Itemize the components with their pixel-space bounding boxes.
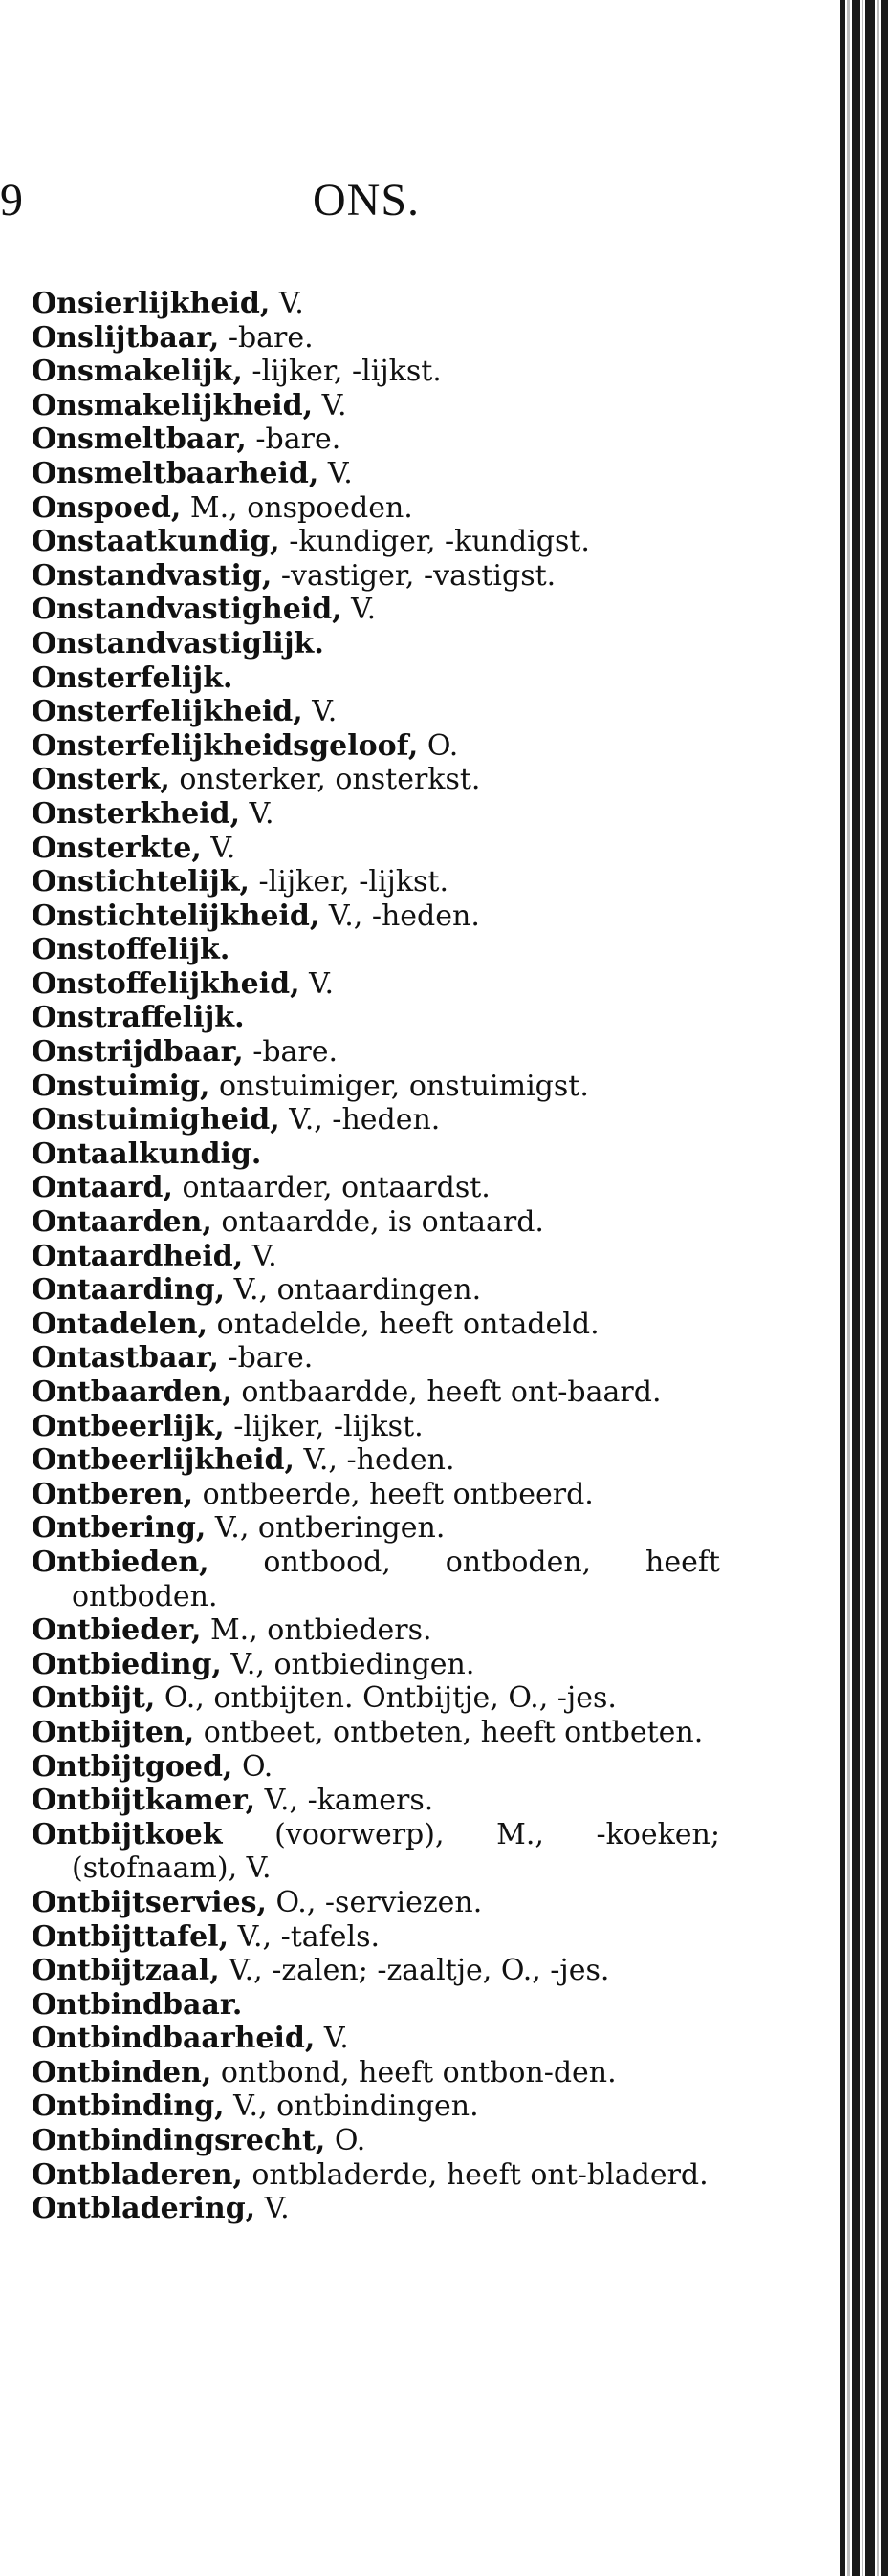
- entry-definition: (voorwerp), M., -koeken; (stofnaam), V.: [72, 1817, 720, 1886]
- entry-definition: -vastiger, -vastigst.: [280, 558, 557, 593]
- dictionary-entry: [32, 1375, 720, 1410]
- entry-headword: Ontbijttafel,: [32, 1919, 229, 1954]
- entry-definition: V., -zalen; -zaaltje, O., -jes.: [229, 1954, 610, 1988]
- dictionary-entry: [32, 1308, 720, 1342]
- dictionary-entry: [32, 1613, 720, 1648]
- entry-headword: Onsterkte,: [32, 831, 202, 865]
- entry-headword: Ontbindbaarheid,: [32, 2022, 316, 2056]
- dictionary-entry: [32, 287, 720, 321]
- entry-headword: Ontbijtgoed,: [32, 1749, 233, 1784]
- entry-headword: Onslijtbaar,: [32, 320, 220, 355]
- entry-headword: Ontbindbaar.: [32, 1987, 243, 2022]
- entry-headword: Onstandvastig,: [32, 558, 273, 593]
- entry-headword: Ontaalkundig.: [32, 1136, 262, 1171]
- entry-definition: V.: [251, 1239, 277, 1273]
- entry-headword: Onsterfelijkheid,: [32, 695, 303, 729]
- dictionary-entry: [32, 832, 720, 866]
- entry-headword: Ontbindingsrecht,: [32, 2124, 326, 2158]
- dictionary-entry: [32, 1205, 720, 1240]
- dictionary-entry: [32, 321, 720, 356]
- entry-definition: V., -tafels.: [237, 1919, 381, 1954]
- entry-definition: -bare.: [252, 1035, 339, 1070]
- dictionary-entry: [32, 1886, 720, 1920]
- dictionary-entry: [32, 661, 720, 696]
- running-head: ONS.: [313, 175, 421, 226]
- entry-definition: M., ontbieders.: [209, 1613, 432, 1648]
- entry-headword: Ontbeerlijkheid,: [32, 1443, 295, 1478]
- entry-definition: V.: [249, 796, 274, 831]
- dictionary-entry: [32, 2022, 720, 2056]
- entry-definition: V.: [264, 2192, 290, 2226]
- entry-definition: V.: [278, 287, 304, 320]
- entry-headword: Ontbieder,: [32, 1613, 202, 1648]
- entry-definition: -lijker, -lijkst.: [251, 355, 442, 389]
- dictionary-entry: [32, 1478, 720, 1512]
- binding-edge-light: [877, 0, 879, 2576]
- entry-headword: Onsmeltbaarheid,: [32, 456, 319, 490]
- entry-headword: Ontbinden,: [32, 2055, 212, 2089]
- entry-definition: O., -serviezen.: [275, 1885, 483, 1919]
- entry-headword: Ontbeerlijk,: [32, 1409, 225, 1443]
- dictionary-entry: [32, 729, 720, 764]
- entry-headword: Onstrijdbaar,: [32, 1035, 244, 1070]
- entry-definition: V.: [321, 388, 347, 422]
- dictionary-entry: [32, 763, 720, 797]
- entry-headword: Onstichtelijk,: [32, 865, 250, 899]
- dictionary-entry: [32, 933, 720, 967]
- entry-definition: O.: [241, 1749, 273, 1784]
- dictionary-entry: [32, 695, 720, 729]
- dictionary-entry: [32, 1070, 720, 1104]
- dictionary-entry: [32, 1920, 720, 1955]
- entry-headword: Onsmeltbaar,: [32, 422, 247, 457]
- binding-edge-dark: [852, 0, 860, 2576]
- entry-headword: Onspoed,: [32, 490, 182, 525]
- entry-headword: Ontbijtzaal,: [32, 1954, 220, 1988]
- entry-definition: M., onspoeden.: [189, 490, 413, 525]
- entry-definition: V.: [309, 966, 335, 1001]
- entry-definition: V., ontbindingen.: [233, 2089, 479, 2124]
- entry-definition: V.: [323, 2022, 349, 2056]
- dictionary-entry: [32, 1273, 720, 1308]
- dictionary-entry: [32, 1648, 720, 1682]
- dictionary-entry: [32, 627, 720, 661]
- dictionary-entry: [32, 1784, 720, 1818]
- dictionary-entry: [32, 1137, 720, 1172]
- entry-definition: V.: [351, 593, 377, 627]
- entry-headword: Ontbijt,: [32, 1681, 156, 1716]
- entry-headword: Ontaarding,: [32, 1273, 226, 1308]
- entry-definition: ontaardde, is ontaard.: [221, 1205, 544, 1240]
- entry-headword: Ontastbaar,: [32, 1341, 219, 1375]
- entry-headword: Ontbladeren,: [32, 2157, 243, 2192]
- dictionary-entry: [32, 593, 720, 627]
- entry-headword: Onsmakelijk,: [32, 355, 243, 389]
- entry-headword: Onstraffelijk.: [32, 1001, 245, 1035]
- entry-definition: V.: [327, 456, 353, 490]
- dictionary-entry: [32, 491, 720, 526]
- entry-headword: Onsierlijkheid,: [32, 287, 271, 320]
- dictionary-entry: [32, 967, 720, 1002]
- entry-headword: Ontbijtkamer,: [32, 1784, 256, 1818]
- entry-headword: Onstichtelijkheid,: [32, 898, 320, 933]
- entry-headword: Onsmakelijkheid,: [32, 388, 314, 422]
- entry-definition: onsterker, onsterkst.: [179, 763, 481, 797]
- entry-headword: Ontberen,: [32, 1477, 194, 1511]
- dictionary-entry: [32, 1511, 720, 1546]
- entry-definition: -bare.: [255, 422, 341, 457]
- dictionary-entry: [32, 2124, 720, 2158]
- dictionary-entry: [32, 1716, 720, 1750]
- entry-headword: Onsterk,: [32, 763, 170, 797]
- entry-definition: ontadelde, heeft ontadeld.: [216, 1307, 600, 1341]
- entry-definition: V., -kamers.: [264, 1784, 434, 1818]
- entry-definition: -bare.: [228, 1341, 314, 1375]
- entry-definition: V.: [210, 831, 236, 865]
- entry-definition: V., -heden.: [328, 898, 480, 933]
- entry-headword: Ontbijten,: [32, 1715, 195, 1749]
- entry-headword: Ontaardheid,: [32, 1239, 244, 1273]
- dictionary-entry: [32, 1443, 720, 1478]
- entry-definition: -lijker, -lijkst.: [258, 865, 449, 899]
- page-number: 9: [0, 175, 23, 226]
- entry-headword: Onstandvastiglijk.: [32, 626, 324, 660]
- binding-edge-dark: [840, 0, 845, 2576]
- entry-headword: Onstoffelijkheid,: [32, 966, 300, 1001]
- binding-edge-dark: [865, 0, 875, 2576]
- entry-headword: Ontbijtservies,: [32, 1885, 267, 1919]
- entry-definition: ontaarder, ontaardst.: [182, 1171, 491, 1205]
- dictionary-entry: [32, 2192, 720, 2226]
- entry-headword: Ontbijtkoek: [32, 1817, 223, 1851]
- dictionary-entry: [32, 1546, 720, 1613]
- entry-headword: Onstuimig,: [32, 1069, 210, 1103]
- binding-edge-light: [862, 0, 863, 2576]
- entry-headword: Ontadelen,: [32, 1307, 208, 1341]
- dictionary-entry: [32, 422, 720, 457]
- dictionary-entry: [32, 1681, 720, 1716]
- dictionary-entry: [32, 1818, 720, 1886]
- entry-definition: ontbond, heeft ontbon-den.: [220, 2055, 617, 2089]
- dictionary-entry: [32, 1103, 720, 1137]
- entry-definition: -kundiger, -kundigst.: [289, 525, 590, 559]
- dictionary-entry: [32, 1341, 720, 1375]
- entry-headword: Ontbering,: [32, 1511, 207, 1546]
- entry-definition: V., ontberingen.: [214, 1511, 446, 1546]
- entry-definition: ontbood, ontboden, heeft ontboden.: [72, 1545, 720, 1613]
- dictionary-entry: [32, 1988, 720, 2023]
- entry-headword: Ontbinding,: [32, 2089, 225, 2124]
- entry-headword: Onstuimigheid,: [32, 1103, 280, 1137]
- entry-definition: V.: [312, 695, 338, 729]
- entry-headword: Ontbieden,: [32, 1545, 209, 1579]
- dictionary-entry: [32, 559, 720, 594]
- entry-definition: O.: [426, 728, 459, 763]
- entry-definition: onstuimiger, onstuimigst.: [219, 1069, 589, 1103]
- dictionary-entry: [32, 899, 720, 934]
- dictionary-entry: [32, 1750, 720, 1785]
- dictionary-entry: [32, 1410, 720, 1444]
- dictionary-entry: [32, 1171, 720, 1205]
- binding-edge-light: [847, 0, 850, 2576]
- entry-definition: ontbaardde, heeft ont-baard.: [241, 1375, 662, 1409]
- entry-definition: O., ontbijten. Ontbijtje, O., -jes.: [164, 1681, 617, 1716]
- entry-headword: Ontbieding,: [32, 1647, 222, 1681]
- entry-headword: Onstaatkundig,: [32, 525, 280, 559]
- entry-headword: Onstoffelijk.: [32, 933, 230, 967]
- dictionary-entry: [32, 389, 720, 423]
- entry-headword: Ontaard,: [32, 1171, 173, 1205]
- dictionary-entry: [32, 2158, 720, 2193]
- dictionary-entry: [32, 457, 720, 491]
- dictionary-entry: [32, 797, 720, 832]
- entry-definition: ontbeerde, heeft ontbeerd.: [202, 1477, 594, 1511]
- entry-definition: O.: [334, 2124, 366, 2158]
- entry-definition: V., -heden.: [289, 1103, 441, 1137]
- entry-definition: V., ontbiedingen.: [230, 1647, 475, 1681]
- entry-definition: V., ontaardingen.: [233, 1273, 482, 1308]
- dictionary-entry: [32, 355, 720, 389]
- entry-headword: Ontbladering,: [32, 2192, 256, 2226]
- dictionary-entry: [32, 2056, 720, 2090]
- dictionary-entry: [32, 1035, 720, 1070]
- entry-definition: ontbeet, ontbeten, heeft ontbeten.: [203, 1715, 704, 1749]
- entry-headword: Ontaarden,: [32, 1205, 212, 1240]
- binding-edge-dark: [881, 0, 888, 2576]
- entry-definition: ontbladerde, heeft ont-bladerd.: [251, 2157, 709, 2192]
- dictionary-entry: [32, 2089, 720, 2124]
- dictionary-entry: [32, 1001, 720, 1035]
- dictionary-entry: [32, 1954, 720, 1988]
- entry-headword: Ontbaarden,: [32, 1375, 232, 1409]
- entry-definition: V., -heden.: [303, 1443, 455, 1478]
- dictionary-entry: [32, 1240, 720, 1274]
- entry-list: [32, 287, 720, 2226]
- entry-headword: Onstandvastigheid,: [32, 593, 342, 627]
- dictionary-entry: [32, 525, 720, 559]
- entry-definition: -lijker, -lijkst.: [233, 1409, 424, 1443]
- entry-headword: Onsterfelijkheidsgeloof,: [32, 728, 419, 763]
- dictionary-entry: [32, 865, 720, 899]
- entry-headword: Onsterfelijk.: [32, 660, 233, 695]
- entry-headword: Onsterkheid,: [32, 796, 241, 831]
- entry-definition: -bare.: [228, 320, 314, 355]
